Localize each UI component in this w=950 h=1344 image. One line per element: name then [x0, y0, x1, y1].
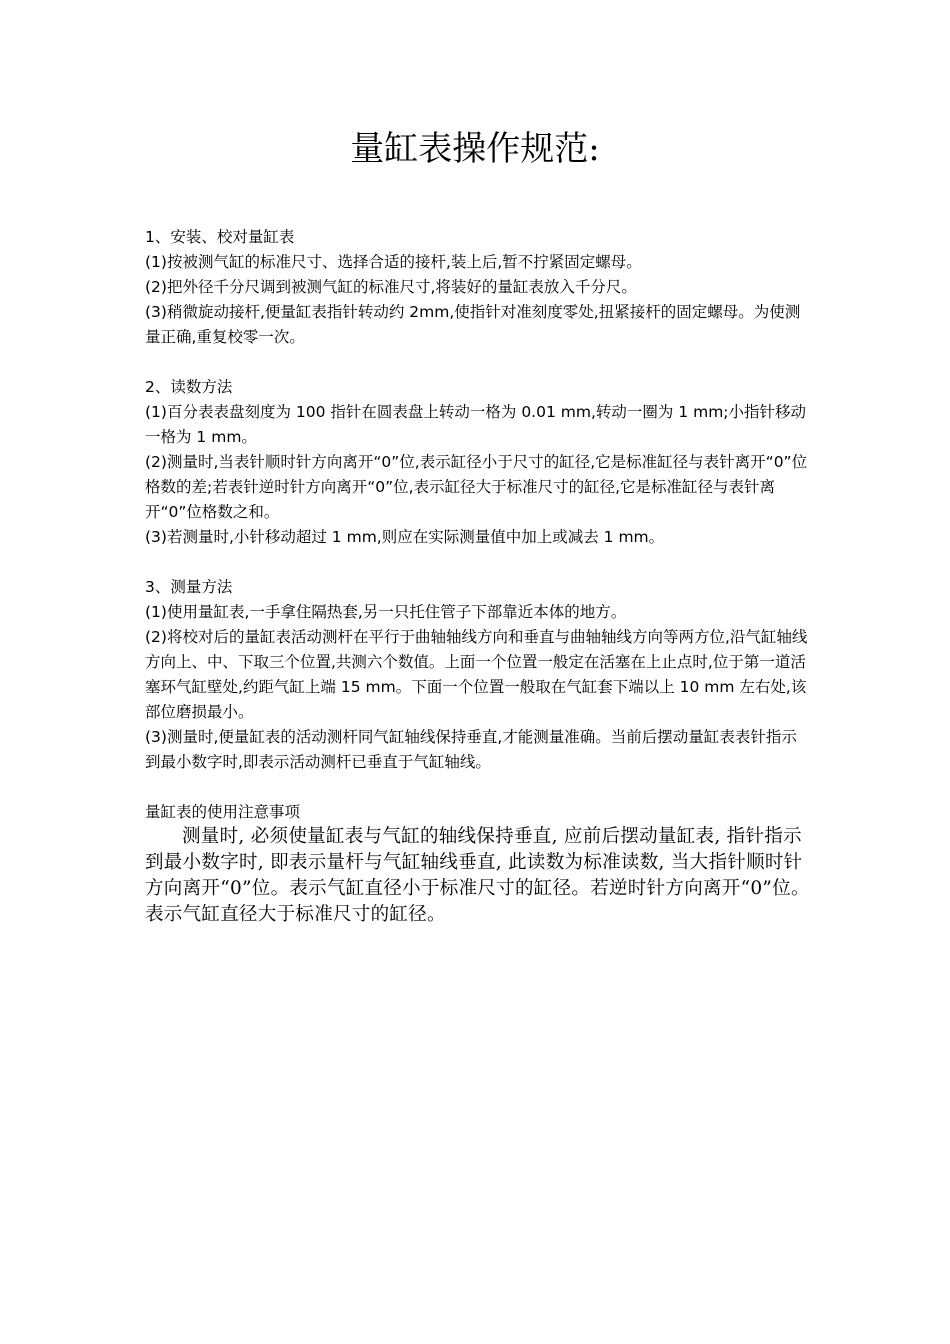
- section-install-calibrate: [145, 225, 810, 350]
- paragraph: (2)把外径千分尺调到被测气缸的标准尺寸,将装好的量缸表放入千分尺。: [145, 278, 637, 296]
- paragraph: (3)若测量时,小针移动超过 1 mm,则应在实际测量值中加上或减去 1 mm。: [145, 528, 665, 546]
- document-body: [145, 225, 810, 928]
- notes-body: 测量时, 必须使量缸表与气缸的轴线保持垂直, 应前后摆动量缸表, 指针指示到最小数字时, 即表示量杆与气缸轴线垂直, 此读数为标准读数, 当大指针顺时针方向离开“0”位。表示气缸直径小于标准尺寸的缸径。若逆时针方向离开“0”位。表示气缸直径大于标准尺寸的缸径。: [145, 826, 810, 925]
- paragraph: (3)稍微旋动接杆,便量缸表指针转动约 2mm,使指针对准刻度零处,扭紧接杆的固定螺母。为使测量正确,重复校零一次。: [145, 303, 801, 346]
- section-heading: 2、读数方法: [145, 378, 233, 396]
- section-reading-method: [145, 375, 810, 550]
- section-heading: 1、安装、校对量缸表: [145, 228, 295, 246]
- section-heading: 3、测量方法: [145, 578, 233, 596]
- page-title: 量缸表操作规范:: [350, 129, 600, 169]
- paragraph: (1)使用量缸表,一手拿住隔热套,另一只托住管子下部靠近本体的地方。: [145, 603, 627, 621]
- paragraph: (2)将校对后的量缸表活动测杆在平行于曲轴轴线方向和垂直与曲轴轴线方向等两方位,沿气缸轴线方向上、中、下取三个位置,共测六个数值。上面一个位置一般定在活塞在上止点时,位于第一道活塞环气缸壁处,约距气缸上端 15 mm。下面一个位置一般取在气缸套下端以上 10 mm 左右处,该部位磨损最小。: [145, 628, 808, 721]
- paragraph: (3)测量时,便量缸表的活动测杆同气缸轴线保持垂直,才能测量准确。当前后摆动量缸表表针指示到最小数字时,即表示活动测杆已垂直于气缸轴线。: [145, 728, 797, 771]
- paragraph: (1)按被测气缸的标准尺寸、选择合适的接杆,装上后,暂不拧紧固定螺母。: [145, 253, 642, 271]
- usage-notes: [145, 800, 810, 928]
- notes-heading: 量缸表的使用注意事项: [145, 803, 301, 821]
- paragraph: (2)测量时,当表针顺时针方向离开“0”位,表示缸径小于尺寸的缸径,它是标准缸径与表针离开“0”位格数的差;若表针逆时针方向离开“0”位,表示缸径大于标准尺寸的缸径,它是标准缸径与表针离开“0”位格数之和。: [145, 453, 808, 521]
- section-measurement-method: [145, 575, 810, 775]
- paragraph: (1)百分表表盘刻度为 100 指针在圆表盘上转动一格为 0.01 mm,转动一圈为 1 mm;小指针移动一格为 1 mm。: [145, 403, 807, 446]
